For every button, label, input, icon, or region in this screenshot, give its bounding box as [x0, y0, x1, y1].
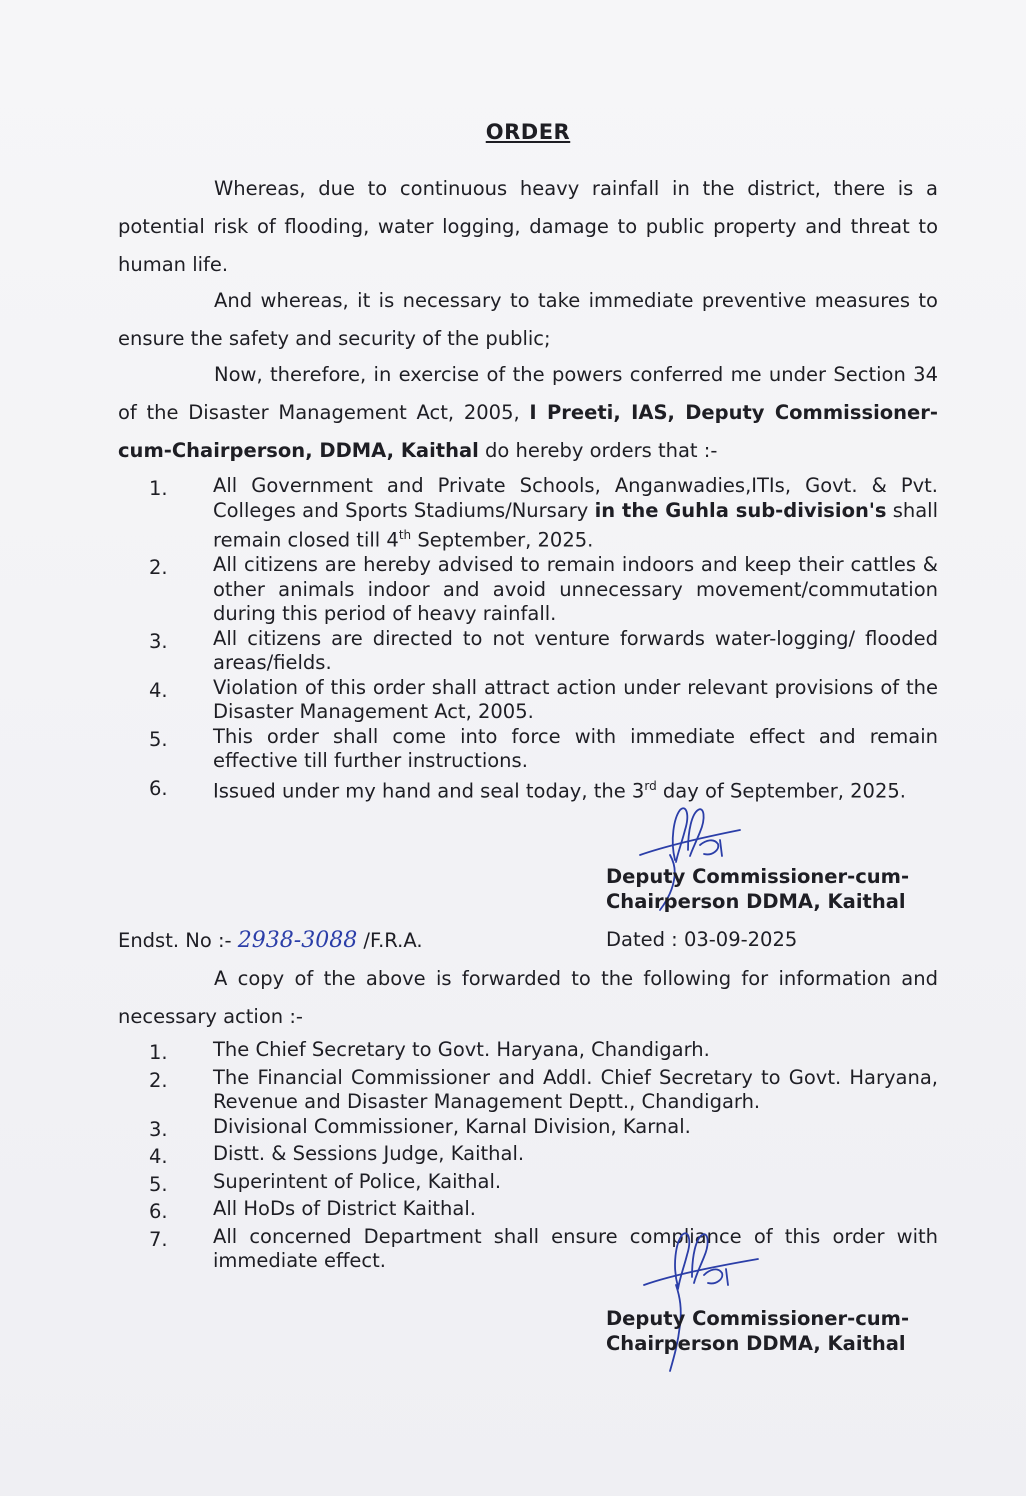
- paragraph-and-whereas: And whereas, it is necessary to take immediate preventive measures to ensure the safety and security of the public;: [118, 289, 938, 350]
- list-item-number: 1.: [149, 1041, 168, 1064]
- order-text: September, 2025.: [411, 528, 594, 552]
- endorsement-label: Endst. No :-: [118, 929, 232, 952]
- order-emphasis: in the Guhla sub-division's: [594, 498, 887, 522]
- list-item-text: The Financial Commissioner and Addl. Chief Secretary to Govt. Haryana, Revenue and Disaster Management Deptt., Chandigarh.: [213, 1065, 938, 1113]
- ordinal-suffix: rd: [644, 778, 657, 793]
- list-item: [118, 725, 938, 774]
- list-item: [118, 1038, 938, 1066]
- list-item: [118, 627, 938, 676]
- list-item: [118, 474, 938, 553]
- signatory-title: Deputy Commissioner-cum-: [606, 865, 910, 888]
- list-item-number: 2.: [149, 1068, 168, 1092]
- list-item-number: 7.: [149, 1227, 168, 1251]
- list-item-number: 3.: [149, 1117, 168, 1141]
- list-item: [118, 774, 938, 804]
- handwritten-number: 2938-3088: [237, 928, 358, 953]
- list-item: [118, 1142, 938, 1170]
- endorsement-number: [118, 928, 423, 953]
- list-item: [118, 1115, 938, 1143]
- dated-line: Dated : 03-09-2025: [606, 928, 798, 951]
- orders-list: [118, 474, 938, 804]
- list-item-number: 6.: [149, 776, 168, 800]
- list-item-text: This order shall come into force with immediate effect and remain effective till further instructions.: [213, 724, 938, 772]
- list-item-number: 2.: [149, 556, 168, 579]
- list-item-number: 1.: [149, 477, 168, 500]
- list-item-number: 4.: [149, 1145, 168, 1168]
- list-item-text: [213, 474, 938, 553]
- order-text: shall remain closed till 4: [213, 498, 939, 552]
- list-item-text: Violation of this order shall attract action under relevant provisions of the Disaster Management Act, 2005.: [213, 675, 938, 723]
- list-item: [118, 1225, 938, 1274]
- list-item-number: 3.: [149, 629, 168, 653]
- list-item-text: Divisional Commissioner, Karnal Division, Karnal.: [213, 1114, 691, 1138]
- endorsement-suffix: /F.R.A.: [363, 929, 423, 952]
- list-item-number: 5.: [149, 727, 168, 751]
- list-item-text: All HoDs of District Kaithal.: [213, 1197, 476, 1220]
- list-item: [118, 1197, 938, 1225]
- list-item: [118, 676, 938, 725]
- document-title: ORDER: [485, 120, 571, 144]
- paragraph-now-therefore-text: Now, therefore, in exercise of the powers conferred me under Section 34 of the Disaster Management Act, 2005,: [118, 363, 938, 424]
- recipients-list: [118, 1038, 938, 1274]
- paragraph-now-therefore-end: do hereby orders that :-: [478, 439, 718, 462]
- order-text: All Government and Private Schools, Anganwadies,ITIs, Govt. & Pvt. Colleges and Sports Stadiums/Nursary: [213, 474, 938, 522]
- signatory-office: Chairperson DDMA, Kaithal: [606, 890, 906, 913]
- list-item-text: Superintent of Police, Kaithal.: [213, 1169, 502, 1193]
- list-item-number: 6.: [149, 1200, 168, 1223]
- list-item-number: 5.: [149, 1172, 168, 1196]
- order-text: Issued under my hand and seal today, the 3: [213, 779, 645, 802]
- list-item-number: 4.: [149, 678, 168, 702]
- list-item: [118, 1170, 938, 1198]
- forward-paragraph: A copy of the above is forwarded to the following for information and necessary action :-: [118, 967, 938, 1028]
- signatory-title: Deputy Commissioner-cum-: [606, 1307, 910, 1330]
- list-item-text: [213, 774, 938, 804]
- list-item-text: All citizens are directed to not venture forwards water-logging/ flooded areas/fields.: [213, 626, 938, 674]
- list-item: [118, 553, 938, 627]
- ordinal-suffix: th: [398, 528, 412, 542]
- list-item-text: All concerned Department shall ensure compliance of this order with immediate effect.: [213, 1224, 938, 1272]
- signature-block-2: [606, 1306, 909, 1356]
- signature-block-1: [606, 864, 909, 914]
- list-item: [118, 1066, 938, 1115]
- list-item-text: All citizens are hereby advised to remain indoors and keep their cattles & other animals indoor and avoid unnecessary movement/commutation during this period of heavy rainfall.: [213, 553, 938, 625]
- signatory-office: Chairperson DDMA, Kaithal: [606, 1332, 906, 1355]
- issuing-authority: I Preeti, IAS, Deputy Commissioner-cum-Chairperson, DDMA, Kaithal: [118, 401, 938, 462]
- paragraph-whereas: Whereas, due to continuous heavy rainfall in the district, there is a potential risk of flooding, water logging, damage to public property and threat to human life.: [118, 177, 938, 276]
- order-text: day of September, 2025.: [656, 779, 906, 802]
- list-item-text: The Chief Secretary to Govt. Haryana, Chandigarh.: [213, 1038, 710, 1061]
- paragraph-now-therefore: [118, 356, 938, 470]
- list-item-text: Distt. & Sessions Judge, Kaithal.: [213, 1142, 525, 1165]
